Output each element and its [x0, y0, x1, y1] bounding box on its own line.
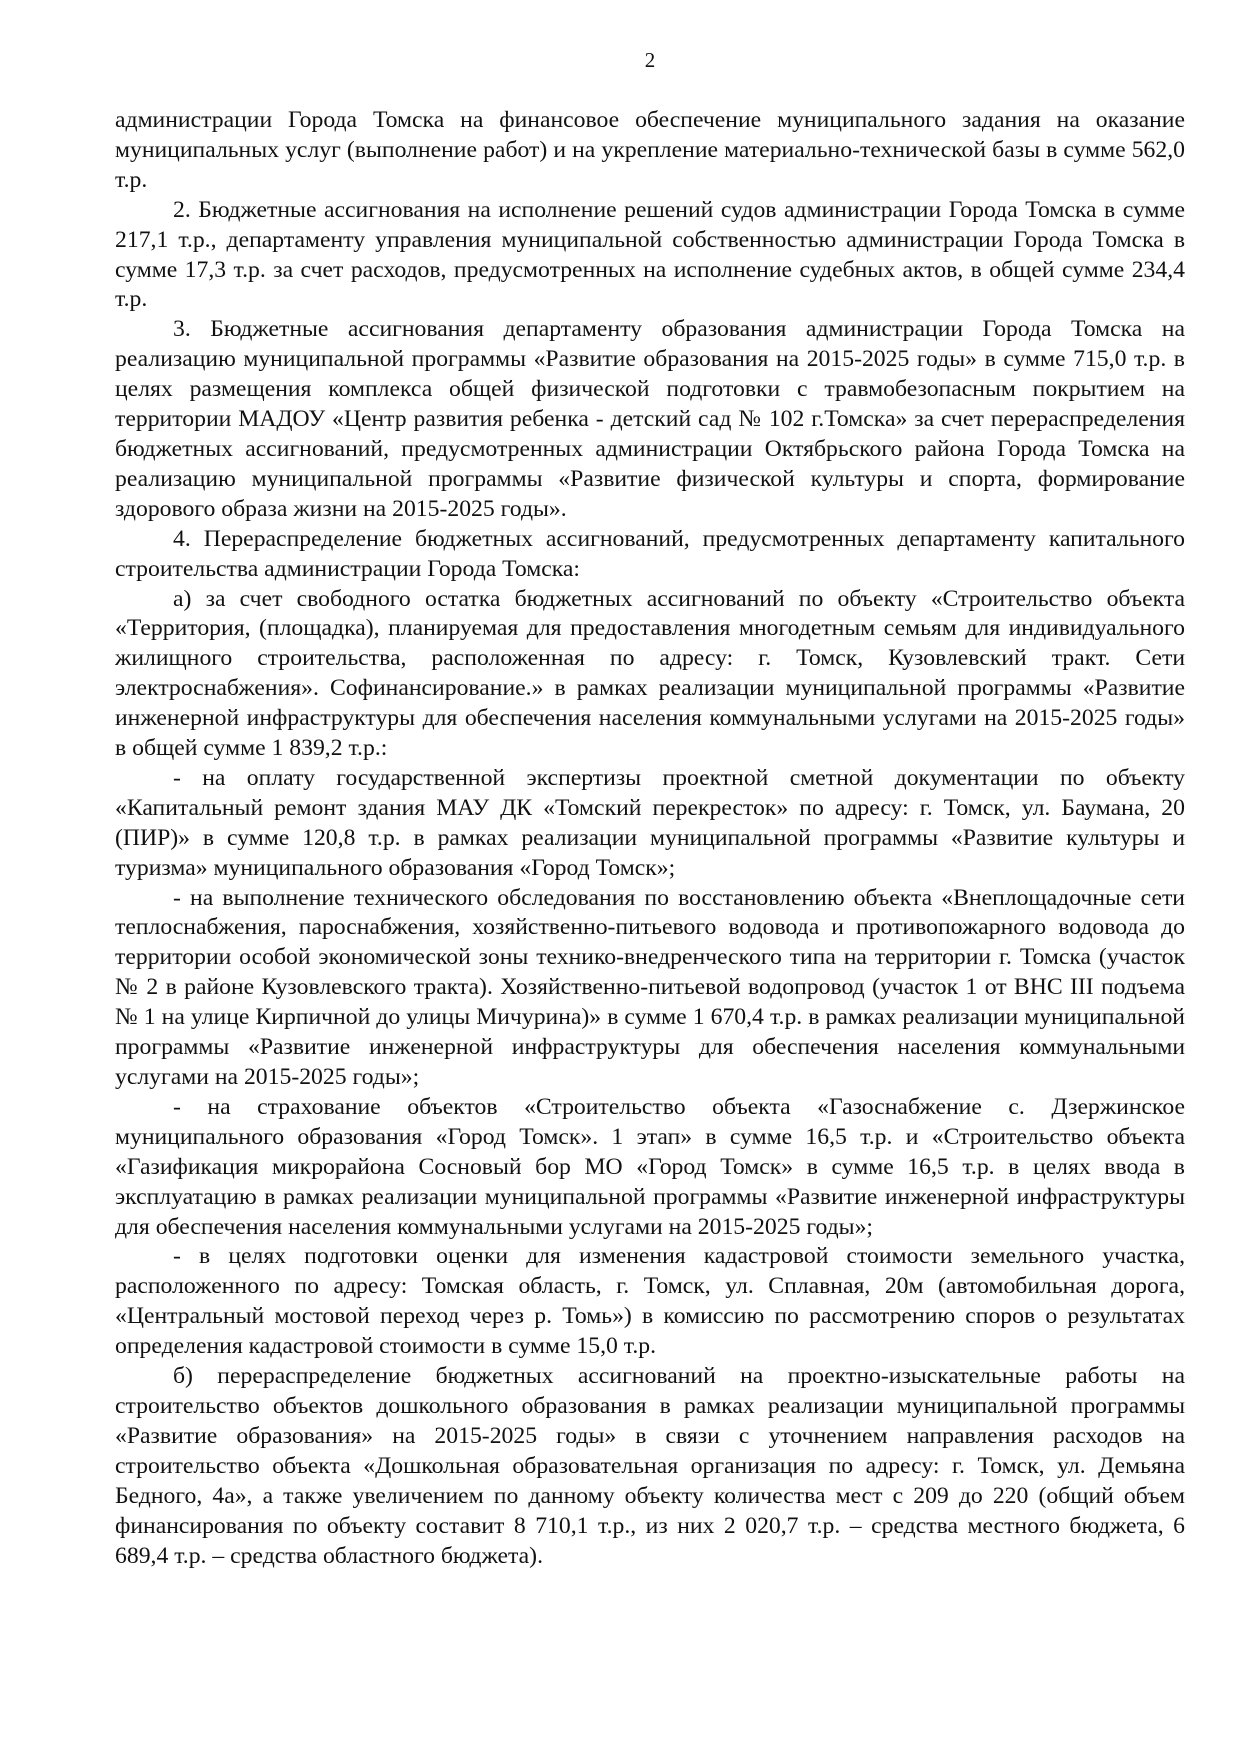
- paragraph-item-4: 4. Перераспределение бюджетных ассигнований, предусмотренных департаменту капитального строительства администрации Города Томска:: [115, 525, 1185, 582]
- paragraph-subitem-b: б) перераспределение бюджетных ассигнований на проектно-изыскательные работы на строительство объектов дошкольного образования в рамках реализации муниципальной программы «Развитие образования» на 2015-2025 годы» в связи с уточнением направления расходов на строительство объекта «Дошкольная образовательная организация по адресу: г. Томск, ул. Демьяна Бедного, 4а», а также увеличением по данному объекту количества мест с 209 до 220 (общий объем финансирования по объекту составит 8 710,1 т.р., из них 2 020,7 т.р. – средства местного бюджета, 6 689,4 т.р. – средства областного бюджета).: [115, 1363, 1185, 1569]
- paragraph-item-3: 3. Бюджетные ассигнования департаменту образования администрации Города Томска на реализацию муниципальной программы «Развитие образования на 2015-2025 годы» в сумме 715,0 т.р. в целях размещения комплекса общей физической подготовки с травмобезопасным покрытием на территории МАДОУ «Центр развития ребенка - детский сад № 102 г.Томска» за счет перераспределения бюджетных ассигнований, предусмотренных администрации Октябрьского района Города Томска на реализацию муниципальной программы «Развитие физической культуры и спорта, формирование здорового образа жизни на 2015-2025 годы».: [115, 316, 1185, 522]
- list-item-expertise: - на оплату государственной экспертизы проектной сметной документации по объекту «Капитальный ремонт здания МАУ ДК «Томский перекресток» по адресу: г. Томск, ул. Баумана, 20 (ПИР)» в сумме 120,8 т.р. в рамках реализации муниципальной программы «Развитие культуры и туризма» муниципального образования «Город Томск»;: [115, 764, 1185, 881]
- document-body: [115, 106, 1185, 1571]
- list-item-insurance: - на страхование объектов «Строительство объекта «Газоснабжение с. Дзержинское муниципального образования «Город Томск». 1 этап» в сумме 16,5 т.р. и «Строительство объекта «Газификация микрорайона Сосновый бор МО «Город Томск» в сумме 16,5 т.р. в целях ввода в эксплуатацию в рамках реализации муниципальной программы «Развитие инженерной инфраструктуры для обеспечения населения коммунальными услугами на 2015-2025 годы»;: [115, 1093, 1185, 1240]
- page-number: 2: [644, 48, 656, 72]
- paragraph-subitem-a: а) за счет свободного остатка бюджетных ассигнований по объекту «Строительство объекта «Территория, (площадка), планируемая для предоставления многодетным семьям для индивидуального жилищного строительства, расположенная по адресу: г. Томск, Кузовлевский тракт. Сети электроснабжения». Софинансирование.» в рамках реализации муниципальной программы «Развитие инженерной инфраструктуры для обеспечения населения коммунальными услугами на 2015-2025 годы» в общей сумме 1 839,2 т.р.:: [115, 585, 1185, 762]
- list-item-cadastral: - в целях подготовки оценки для изменения кадастровой стоимости земельного участка, расположенного по адресу: Томская область, г. Томск, ул. Сплавная, 20м (автомобильная дорога, «Центральный мостовой переход через р. Томь») в комиссию по рассмотрению споров о результатах определения кадастровой стоимости в сумме 15,0 т.р.: [115, 1243, 1185, 1360]
- paragraph-continuation: администрации Города Томска на финансовое обеспечение муниципального задания на оказание муниципальных услуг (выполнение работ) и на укрепление материально-технической базы в сумме 562,0 т.р.: [115, 107, 1185, 193]
- list-item-inspection: - на выполнение технического обследования по восстановлению объекта «Внеплощадочные сети теплоснабжения, пароснабжения, хозяйственно-питьевого водовода и противопожарного водовода до территории особой экономической зоны технико-внедренческого типа на территории г. Томска (участок № 2 в районе Кузовлевского тракта). Хозяйственно-питьевой водопровод (участок 1 от ВНС III подъема № 1 на улице Кирпичной до улицы Мичурина)» в сумме 1 670,4 т.р. в рамках реализации муниципальной программы «Развитие инженерной инфраструктуры для обеспечения населения коммунальными услугами на 2015-2025 годы»;: [115, 884, 1185, 1090]
- paragraph-item-2: 2. Бюджетные ассигнования на исполнение решений судов администрации Города Томска в сумме 217,1 т.р., департаменту управления муниципальной собственностью администрации Города Томска в сумме 17,3 т.р. за счет расходов, предусмотренных на исполнение судебных актов, в общей сумме 234,4 т.р.: [115, 196, 1185, 313]
